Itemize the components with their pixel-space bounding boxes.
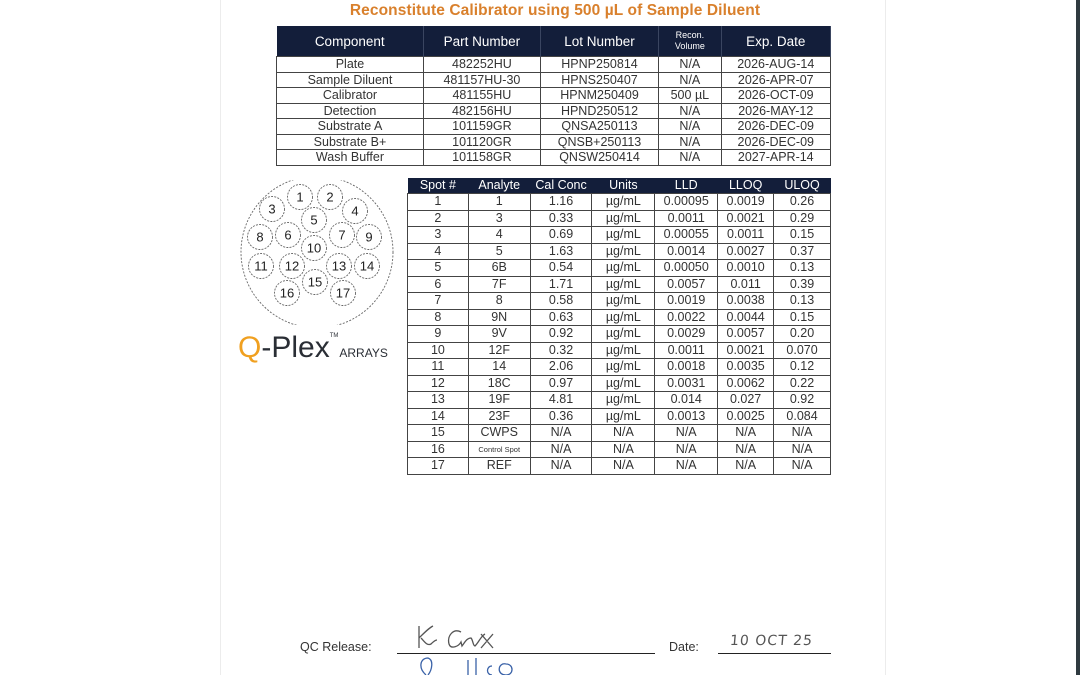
spot-row: [408, 359, 831, 376]
spot-row: [408, 227, 831, 244]
cell-lloq: 0.0025: [718, 408, 774, 425]
logo-arrays: ARRAYS: [339, 346, 388, 360]
cell-analyte: 6B: [468, 260, 530, 277]
cell-lloq: 0.0035: [718, 359, 774, 376]
cell-uloq: 0.070: [774, 342, 831, 359]
cell-recon-volume: N/A: [659, 150, 721, 166]
cell-spot: 16: [408, 441, 469, 458]
spot-number: 12: [284, 258, 300, 274]
spot-number: 15: [307, 274, 323, 290]
cell-analyte: 7F: [468, 276, 530, 293]
cell-spot: 11: [408, 359, 469, 376]
cell-recon-volume: N/A: [659, 103, 721, 119]
spot-1: [288, 185, 313, 210]
cell-lld: 0.0022: [655, 309, 718, 326]
cell-lot-number: QNSW250414: [540, 150, 658, 166]
cell-cal-conc: 1.16: [530, 194, 592, 211]
cell-spot: 5: [408, 260, 469, 277]
spot-row: [408, 293, 831, 310]
spot-number: 4: [351, 203, 359, 219]
cell-uloq: 0.39: [774, 276, 831, 293]
spot-number: 2: [326, 189, 334, 205]
components-body: [277, 57, 831, 166]
col-header-lloq: LLOQ: [718, 178, 774, 194]
cell-lld: N/A: [655, 425, 718, 442]
second-signature: [410, 656, 570, 675]
cell-analyte: 19F: [468, 392, 530, 409]
cell-cal-conc: 2.06: [530, 359, 592, 376]
cell-component: Substrate A: [277, 119, 424, 135]
spot-number: 17: [335, 285, 351, 301]
cell-part-number: 482156HU: [423, 103, 540, 119]
cell-cal-conc: 0.32: [530, 342, 592, 359]
spot-8: [248, 225, 273, 250]
qplex-logo: [238, 329, 388, 363]
cell-recon-volume: N/A: [659, 57, 721, 73]
cell-lot-number: QNSB+250113: [540, 134, 658, 150]
cell-part-number: 101159GR: [423, 119, 540, 135]
cell-component: Wash Buffer: [277, 150, 424, 166]
cell-uloq: 0.084: [774, 408, 831, 425]
cell-lot-number: HPNS250407: [540, 72, 658, 88]
col-header-exp-date: Exp. Date: [721, 26, 830, 57]
spot-number: 13: [331, 258, 347, 274]
cell-units: µg/mL: [592, 276, 655, 293]
cell-cal-conc: 0.63: [530, 309, 592, 326]
cell-lld: N/A: [655, 441, 718, 458]
cell-uloq: 0.13: [774, 260, 831, 277]
spots-header-row: [408, 178, 831, 194]
spot-9: [357, 225, 382, 250]
cell-lld: N/A: [655, 458, 718, 475]
col-header-uloq: ULOQ: [774, 178, 831, 194]
spot-11: [249, 254, 274, 279]
col-header-units: Units: [592, 178, 655, 194]
cell-uloq: 0.15: [774, 309, 831, 326]
cell-exp-date: 2026-APR-07: [721, 72, 830, 88]
cell-spot: 1: [408, 194, 469, 211]
cell-spot: 7: [408, 293, 469, 310]
cell-lld: 0.0031: [655, 375, 718, 392]
cell-units: µg/mL: [592, 392, 655, 409]
cell-exp-date: 2026-MAY-12: [721, 103, 830, 119]
logo-trademark: TM: [329, 333, 339, 339]
cell-component: Calibrator: [277, 88, 424, 104]
spot-row: [408, 243, 831, 260]
recon-volume-label: [675, 30, 705, 51]
cell-lld: 0.00050: [655, 260, 718, 277]
cell-cal-conc: N/A: [530, 458, 592, 475]
spot-row: [408, 408, 831, 425]
date-label: Date:: [669, 640, 699, 654]
cell-units: µg/mL: [592, 293, 655, 310]
col-header-component: Component: [277, 26, 424, 57]
cell-exp-date: 2027-APR-14: [721, 150, 830, 166]
cell-uloq: 0.15: [774, 227, 831, 244]
cell-component: Sample Diluent: [277, 72, 424, 88]
cell-lld: 0.0013: [655, 408, 718, 425]
cell-spot: 4: [408, 243, 469, 260]
cell-units: N/A: [592, 458, 655, 475]
cell-component: Plate: [277, 57, 424, 73]
cell-units: N/A: [592, 425, 655, 442]
cell-cal-conc: 1.63: [530, 243, 592, 260]
cell-recon-volume: N/A: [659, 72, 721, 88]
cell-uloq: 0.20: [774, 326, 831, 343]
spot-16: [275, 281, 300, 306]
cell-lld: 0.0018: [655, 359, 718, 376]
cell-lloq: 0.0027: [718, 243, 774, 260]
spot-row: [408, 375, 831, 392]
qc-release-label: QC Release:: [300, 640, 372, 654]
cell-uloq: N/A: [774, 441, 831, 458]
component-row: [277, 150, 831, 166]
cell-analyte: 9V: [468, 326, 530, 343]
scan-edge: [1076, 0, 1080, 675]
cell-analyte: Control Spot: [468, 441, 530, 458]
cell-uloq: N/A: [774, 458, 831, 475]
cell-cal-conc: 0.92: [530, 326, 592, 343]
cell-uloq: 0.26: [774, 194, 831, 211]
cell-units: µg/mL: [592, 309, 655, 326]
spot-13: [327, 254, 352, 279]
cell-lot-number: QNSA250113: [540, 119, 658, 135]
cell-cal-conc: 0.33: [530, 210, 592, 227]
cell-lloq: 0.0038: [718, 293, 774, 310]
spot-number: 10: [306, 240, 322, 256]
cell-lloq: 0.027: [718, 392, 774, 409]
spot-row: [408, 458, 831, 475]
spot-row: [408, 441, 831, 458]
spot-row: [408, 210, 831, 227]
cell-exp-date: 2026-OCT-09: [721, 88, 830, 104]
cell-lld: 0.00055: [655, 227, 718, 244]
cell-spot: 8: [408, 309, 469, 326]
col-header-cal-conc: Cal Conc: [530, 178, 592, 194]
spot-number: 14: [359, 258, 375, 274]
spot-14: [355, 254, 380, 279]
component-row: [277, 103, 831, 119]
cell-cal-conc: 0.36: [530, 408, 592, 425]
component-row: [277, 72, 831, 88]
spot-number: 11: [254, 258, 268, 274]
cell-lld: 0.00095: [655, 194, 718, 211]
cell-units: µg/mL: [592, 260, 655, 277]
cell-spot: 9: [408, 326, 469, 343]
cell-part-number: 481157HU-30: [423, 72, 540, 88]
cell-lloq: 0.0057: [718, 326, 774, 343]
cell-analyte: 14: [468, 359, 530, 376]
spot-row: [408, 392, 831, 409]
cell-analyte: 9N: [468, 309, 530, 326]
spot-row: [408, 342, 831, 359]
col-header-lot-number: Lot Number: [540, 26, 658, 57]
cell-units: µg/mL: [592, 227, 655, 244]
cell-cal-conc: N/A: [530, 441, 592, 458]
cell-cal-conc: 0.97: [530, 375, 592, 392]
cell-analyte: 1: [468, 194, 530, 211]
cell-spot: 6: [408, 276, 469, 293]
spots-body: [408, 194, 831, 475]
cell-spot: 3: [408, 227, 469, 244]
cell-cal-conc: 0.54: [530, 260, 592, 277]
cell-spot: 15: [408, 425, 469, 442]
spot-number: 9: [365, 229, 373, 245]
spot-17: [331, 281, 356, 306]
spot-5: [302, 208, 327, 233]
cell-cal-conc: 0.69: [530, 227, 592, 244]
cell-spot: 10: [408, 342, 469, 359]
cell-uloq: 0.22: [774, 375, 831, 392]
components-header-row: [277, 26, 831, 57]
cell-cal-conc: 4.81: [530, 392, 592, 409]
cell-lot-number: HPNM250409: [540, 88, 658, 104]
recon-volume-label-part: Recon.: [675, 30, 705, 40]
component-row: [277, 57, 831, 73]
cell-lot-number: HPND250512: [540, 103, 658, 119]
spot-4: [343, 199, 368, 224]
spot-2: [318, 185, 343, 210]
cell-part-number: 101120GR: [423, 134, 540, 150]
cell-units: µg/mL: [592, 210, 655, 227]
cell-spot: 13: [408, 392, 469, 409]
cell-recon-volume: 500 µL: [659, 88, 721, 104]
cell-units: µg/mL: [592, 342, 655, 359]
cell-recon-volume: N/A: [659, 134, 721, 150]
components-table: [276, 26, 831, 166]
cell-analyte: REF: [468, 458, 530, 475]
cell-analyte: 23F: [468, 408, 530, 425]
spot-row: [408, 309, 831, 326]
cell-analyte: 12F: [468, 342, 530, 359]
cell-exp-date: 2026-AUG-14: [721, 57, 830, 73]
spot-row: [408, 326, 831, 343]
cell-lld: 0.0029: [655, 326, 718, 343]
cell-analyte: 5: [468, 243, 530, 260]
spot-number: 8: [256, 229, 264, 245]
cell-lloq: 0.0021: [718, 342, 774, 359]
component-row: [277, 119, 831, 135]
cell-units: N/A: [592, 441, 655, 458]
cell-cal-conc: 1.71: [530, 276, 592, 293]
logo-q: Q: [238, 331, 262, 364]
cell-uloq: 0.29: [774, 210, 831, 227]
logo-plex: -Plex: [261, 331, 330, 364]
cell-spot: 17: [408, 458, 469, 475]
spot-row: [408, 260, 831, 277]
spot-number: 1: [296, 189, 304, 205]
qc-signature: [415, 622, 525, 652]
cell-part-number: 101158GR: [423, 150, 540, 166]
page-edge-right: [885, 0, 886, 675]
cell-units: µg/mL: [592, 408, 655, 425]
spot-number: 6: [284, 227, 292, 243]
cell-uloq: 0.13: [774, 293, 831, 310]
document-title: Reconstitute Calibrator using 500 µL of Sample Diluent: [349, 2, 761, 19]
cell-exp-date: 2026-DEC-09: [721, 134, 830, 150]
cell-lld: 0.0019: [655, 293, 718, 310]
spot-row: [408, 194, 831, 211]
component-row: [277, 88, 831, 104]
cell-uloq: 0.37: [774, 243, 831, 260]
spot-3: [260, 197, 285, 222]
cell-lloq: 0.0044: [718, 309, 774, 326]
col-header-analyte: Analyte: [468, 178, 530, 194]
col-header-recon-volume: [659, 26, 721, 57]
cell-uloq: 0.12: [774, 359, 831, 376]
cell-lloq: 0.0062: [718, 375, 774, 392]
spot-number: 5: [310, 212, 318, 228]
col-header-lld: LLD: [655, 178, 718, 194]
col-header-spot: Spot #: [408, 178, 469, 194]
component-row: [277, 134, 831, 150]
cell-lloq: 0.011: [718, 276, 774, 293]
cell-lld: 0.0057: [655, 276, 718, 293]
cell-spot: 14: [408, 408, 469, 425]
cell-analyte: 18C: [468, 375, 530, 392]
spot-number: 3: [268, 201, 276, 217]
cell-lld: 0.0011: [655, 342, 718, 359]
cell-lld: 0.0014: [655, 243, 718, 260]
spot-7: [330, 223, 355, 248]
recon-volume-label-part: Volume: [674, 41, 705, 51]
cell-cal-conc: 0.58: [530, 293, 592, 310]
cell-part-number: 481155HU: [423, 88, 540, 104]
date-value: 10 OCT 25: [729, 633, 814, 649]
cell-lloq: 0.0021: [718, 210, 774, 227]
col-header-part-number: Part Number: [423, 26, 540, 57]
cell-units: µg/mL: [592, 375, 655, 392]
cell-component: Detection: [277, 103, 424, 119]
cell-cal-conc: N/A: [530, 425, 592, 442]
cell-units: µg/mL: [592, 359, 655, 376]
cell-lloq: 0.0019: [718, 194, 774, 211]
cell-lloq: N/A: [718, 441, 774, 458]
cell-lld: 0.014: [655, 392, 718, 409]
cell-analyte: 3: [468, 210, 530, 227]
cell-spot: 12: [408, 375, 469, 392]
cell-lld: 0.0011: [655, 210, 718, 227]
spots-table: [407, 178, 831, 475]
spot-map-diagram: [236, 180, 401, 325]
spot-12: [280, 254, 305, 279]
spot-6: [276, 223, 301, 248]
spot-number: 16: [279, 285, 295, 301]
cell-lloq: 0.0010: [718, 260, 774, 277]
cell-units: µg/mL: [592, 194, 655, 211]
page-edge-left: [220, 0, 221, 675]
cell-uloq: N/A: [774, 425, 831, 442]
spot-15: [303, 270, 328, 295]
cell-units: µg/mL: [592, 326, 655, 343]
cell-lloq: 0.0011: [718, 227, 774, 244]
cell-component: Substrate B+: [277, 134, 424, 150]
cell-lloq: N/A: [718, 458, 774, 475]
cell-analyte: 4: [468, 227, 530, 244]
date-line: [718, 653, 831, 654]
spot-row: [408, 425, 831, 442]
cell-analyte: CWPS: [468, 425, 530, 442]
cell-analyte: 8: [468, 293, 530, 310]
cell-lloq: N/A: [718, 425, 774, 442]
cell-part-number: 482252HU: [423, 57, 540, 73]
spot-10: [302, 236, 327, 261]
cell-units: µg/mL: [592, 243, 655, 260]
cell-recon-volume: N/A: [659, 119, 721, 135]
signature-line: [397, 653, 655, 654]
cell-lot-number: HPNP250814: [540, 57, 658, 73]
cell-spot: 2: [408, 210, 469, 227]
cell-uloq: 0.92: [774, 392, 831, 409]
spot-number: 7: [338, 227, 346, 243]
spot-row: [408, 276, 831, 293]
cell-exp-date: 2026-DEC-09: [721, 119, 830, 135]
